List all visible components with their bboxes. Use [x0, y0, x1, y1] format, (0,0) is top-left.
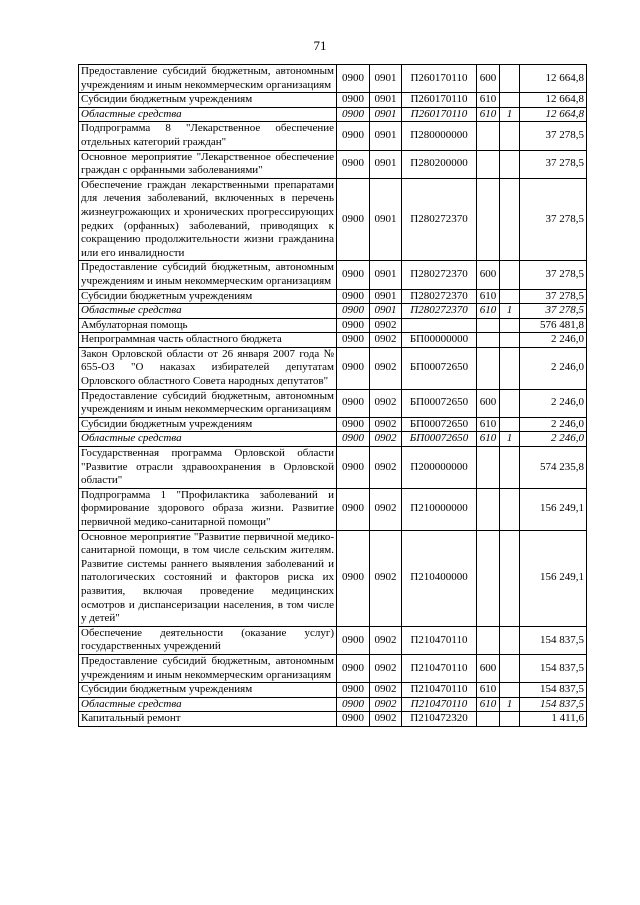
funding-source-cell — [500, 712, 520, 727]
section-code-cell: 0900 — [337, 654, 370, 682]
expense-type-cell: 610 — [477, 697, 500, 712]
subsection-code-cell: 0901 — [370, 107, 402, 122]
target-item-code-cell: БП00072650 — [402, 389, 477, 417]
row-name-cell: Обеспечение деятельности (оказание услуг) государственных учреждений — [79, 626, 337, 654]
subsection-code-cell: 0902 — [370, 530, 402, 626]
row-name-cell: Государственная программа Орловской области "Развитие отрасли здравоохранения в Орловской области" — [79, 447, 337, 489]
target-item-code-cell: П260170110 — [402, 65, 477, 93]
funding-source-cell — [500, 261, 520, 289]
funding-source-cell — [500, 150, 520, 178]
row-name-cell: Субсидии бюджетным учреждениям — [79, 289, 337, 304]
subsection-code-cell: 0902 — [370, 683, 402, 698]
expense-type-cell: 600 — [477, 654, 500, 682]
target-item-code-cell: П280272370 — [402, 178, 477, 261]
expense-type-cell: 610 — [477, 683, 500, 698]
amount-cell: 37 278,5 — [520, 150, 587, 178]
expense-type-cell: 610 — [477, 93, 500, 108]
section-code-cell: 0900 — [337, 178, 370, 261]
target-item-code-cell: П210470110 — [402, 654, 477, 682]
funding-source-cell — [500, 318, 520, 333]
funding-source-cell — [500, 178, 520, 261]
amount-cell: 2 246,0 — [520, 347, 587, 389]
table-row — [79, 289, 587, 304]
table-row — [79, 447, 587, 489]
table-row — [79, 697, 587, 712]
amount-cell: 12 664,8 — [520, 93, 587, 108]
amount-cell: 154 837,5 — [520, 683, 587, 698]
table-row — [79, 93, 587, 108]
row-name-cell: Субсидии бюджетным учреждениям — [79, 683, 337, 698]
subsection-code-cell: 0901 — [370, 178, 402, 261]
funding-source-cell: 1 — [500, 107, 520, 122]
expense-type-cell: 600 — [477, 65, 500, 93]
funding-source-cell — [500, 530, 520, 626]
expense-type-cell: 610 — [477, 432, 500, 447]
section-code-cell: 0900 — [337, 65, 370, 93]
row-name-cell: Подпрограмма 1 "Профилактика заболеваний и формирование здорового образа жизни. Развитие первичной медико-санитарной помощи" — [79, 488, 337, 530]
row-name-cell: Предоставление субсидий бюджетным, автономным учреждениям и иным некоммерческим организациям — [79, 389, 337, 417]
funding-source-cell — [500, 683, 520, 698]
subsection-code-cell: 0902 — [370, 712, 402, 727]
subsection-code-cell: 0902 — [370, 347, 402, 389]
subsection-code-cell: 0902 — [370, 318, 402, 333]
funding-source-cell — [500, 93, 520, 108]
table-row — [79, 333, 587, 348]
target-item-code-cell: П210472320 — [402, 712, 477, 727]
amount-cell: 154 837,5 — [520, 626, 587, 654]
funding-source-cell — [500, 65, 520, 93]
target-item-code-cell: П280272370 — [402, 289, 477, 304]
target-item-code-cell: БП00072650 — [402, 432, 477, 447]
table-row — [79, 626, 587, 654]
expense-type-cell: 610 — [477, 304, 500, 319]
section-code-cell: 0900 — [337, 93, 370, 108]
expense-type-cell — [477, 318, 500, 333]
expense-type-cell: 600 — [477, 389, 500, 417]
row-name-cell: Подпрограмма 8 "Лекарственное обеспечение отдельных категорий граждан" — [79, 122, 337, 150]
amount-cell: 37 278,5 — [520, 178, 587, 261]
table-row — [79, 261, 587, 289]
expense-type-cell — [477, 178, 500, 261]
funding-source-cell — [500, 347, 520, 389]
section-code-cell: 0900 — [337, 261, 370, 289]
amount-cell: 2 246,0 — [520, 432, 587, 447]
subsection-code-cell: 0901 — [370, 261, 402, 289]
table-row — [79, 683, 587, 698]
section-code-cell: 0900 — [337, 389, 370, 417]
subsection-code-cell: 0902 — [370, 333, 402, 348]
expense-type-cell — [477, 333, 500, 348]
amount-cell: 2 246,0 — [520, 389, 587, 417]
section-code-cell: 0900 — [337, 107, 370, 122]
subsection-code-cell: 0902 — [370, 488, 402, 530]
section-code-cell: 0900 — [337, 289, 370, 304]
amount-cell: 576 481,8 — [520, 318, 587, 333]
target-item-code-cell: БП00000000 — [402, 333, 477, 348]
expense-type-cell — [477, 150, 500, 178]
subsection-code-cell: 0902 — [370, 654, 402, 682]
funding-source-cell: 1 — [500, 432, 520, 447]
subsection-code-cell: 0902 — [370, 417, 402, 432]
amount-cell: 12 664,8 — [520, 107, 587, 122]
target-item-code-cell: П260170110 — [402, 107, 477, 122]
amount-cell: 37 278,5 — [520, 261, 587, 289]
row-name-cell: Областные средства — [79, 697, 337, 712]
row-name-cell: Субсидии бюджетным учреждениям — [79, 417, 337, 432]
row-name-cell: Обеспечение граждан лекарственными препаратами для лечения заболеваний, включенных в перечень жизнеугрожающих и хронических прогрессирующих редких (орфанных) заболеваний, приводящих к сокращению продолжительности жизни гражданина или его инвалидности — [79, 178, 337, 261]
row-name-cell: Субсидии бюджетным учреждениям — [79, 93, 337, 108]
budget-table — [78, 64, 587, 727]
funding-source-cell — [500, 417, 520, 432]
row-name-cell: Непрограммная часть областного бюджета — [79, 333, 337, 348]
table-row — [79, 389, 587, 417]
amount-cell: 12 664,8 — [520, 65, 587, 93]
amount-cell: 37 278,5 — [520, 122, 587, 150]
section-code-cell: 0900 — [337, 447, 370, 489]
row-name-cell: Предоставление субсидий бюджетным, автономным учреждениям и иным некоммерческим организациям — [79, 654, 337, 682]
funding-source-cell — [500, 654, 520, 682]
target-item-code-cell: П280200000 — [402, 150, 477, 178]
row-name-cell: Предоставление субсидий бюджетным, автономным учреждениям и иным некоммерческим организациям — [79, 261, 337, 289]
table-row — [79, 65, 587, 93]
row-name-cell: Предоставление субсидий бюджетным, автономным учреждениям и иным некоммерческим организациям — [79, 65, 337, 93]
amount-cell: 156 249,1 — [520, 530, 587, 626]
amount-cell: 37 278,5 — [520, 289, 587, 304]
target-item-code-cell: П260170110 — [402, 93, 477, 108]
expense-type-cell: 600 — [477, 261, 500, 289]
table-row — [79, 530, 587, 626]
section-code-cell: 0900 — [337, 683, 370, 698]
target-item-code-cell: П210470110 — [402, 697, 477, 712]
section-code-cell: 0900 — [337, 333, 370, 348]
expense-type-cell: 610 — [477, 417, 500, 432]
amount-cell: 1 411,6 — [520, 712, 587, 727]
amount-cell: 2 246,0 — [520, 333, 587, 348]
section-code-cell: 0900 — [337, 150, 370, 178]
section-code-cell: 0900 — [337, 626, 370, 654]
expense-type-cell — [477, 347, 500, 389]
section-code-cell: 0900 — [337, 122, 370, 150]
subsection-code-cell: 0901 — [370, 289, 402, 304]
section-code-cell: 0900 — [337, 697, 370, 712]
table-row — [79, 432, 587, 447]
row-name-cell: Амбулаторная помощь — [79, 318, 337, 333]
subsection-code-cell: 0901 — [370, 150, 402, 178]
section-code-cell: 0900 — [337, 432, 370, 447]
section-code-cell: 0900 — [337, 417, 370, 432]
table-row — [79, 318, 587, 333]
row-name-cell: Областные средства — [79, 432, 337, 447]
subsection-code-cell: 0902 — [370, 389, 402, 417]
page-number: 71 — [313, 38, 327, 53]
amount-cell: 154 837,5 — [520, 697, 587, 712]
row-name-cell: Областные средства — [79, 304, 337, 319]
funding-source-cell — [500, 626, 520, 654]
amount-cell: 37 278,5 — [520, 304, 587, 319]
subsection-code-cell: 0902 — [370, 626, 402, 654]
subsection-code-cell: 0902 — [370, 697, 402, 712]
funding-source-cell — [500, 122, 520, 150]
target-item-code-cell: БП00072650 — [402, 347, 477, 389]
table-row — [79, 347, 587, 389]
row-name-cell: Закон Орловской области от 26 января 2007 года № 655-ОЗ "О наказах избирателей депутатам Орловского областного Совета народных депутатов" — [79, 347, 337, 389]
expense-type-cell — [477, 447, 500, 489]
table-row — [79, 488, 587, 530]
target-item-code-cell: П210470110 — [402, 626, 477, 654]
row-name-cell: Областные средства — [79, 107, 337, 122]
section-code-cell: 0900 — [337, 347, 370, 389]
subsection-code-cell: 0901 — [370, 93, 402, 108]
funding-source-cell — [500, 333, 520, 348]
subsection-code-cell: 0902 — [370, 447, 402, 489]
target-item-code-cell: П200000000 — [402, 447, 477, 489]
table-row — [79, 654, 587, 682]
expense-type-cell: 610 — [477, 107, 500, 122]
target-item-code-cell: П210470110 — [402, 683, 477, 698]
funding-source-cell — [500, 447, 520, 489]
amount-cell: 154 837,5 — [520, 654, 587, 682]
expense-type-cell: 610 — [477, 289, 500, 304]
target-item-code-cell: БП00072650 — [402, 417, 477, 432]
subsection-code-cell: 0901 — [370, 304, 402, 319]
table-row — [79, 712, 587, 727]
section-code-cell: 0900 — [337, 530, 370, 626]
row-name-cell: Капитальный ремонт — [79, 712, 337, 727]
section-code-cell: 0900 — [337, 712, 370, 727]
section-code-cell: 0900 — [337, 488, 370, 530]
funding-source-cell: 1 — [500, 304, 520, 319]
row-name-cell: Основное мероприятие "Развитие первичной медико-санитарной помощи, в том числе сельским жителям. Развитие системы раннего выявления заболеваний и патологических состояний и факторов риска их развития, включая проведение медицинских осмотров и диспансеризации населения, в том числе у детей" — [79, 530, 337, 626]
subsection-code-cell: 0901 — [370, 65, 402, 93]
target-item-code-cell: П210000000 — [402, 488, 477, 530]
target-item-code-cell: П280272370 — [402, 304, 477, 319]
row-name-cell: Основное мероприятие "Лекарственное обеспечение граждан с орфанными заболеваниями" — [79, 150, 337, 178]
table-row — [79, 178, 587, 261]
expense-type-cell — [477, 530, 500, 626]
table-row — [79, 107, 587, 122]
target-item-code-cell — [402, 318, 477, 333]
section-code-cell: 0900 — [337, 318, 370, 333]
subsection-code-cell: 0902 — [370, 432, 402, 447]
section-code-cell: 0900 — [337, 304, 370, 319]
target-item-code-cell: П280272370 — [402, 261, 477, 289]
amount-cell: 574 235,8 — [520, 447, 587, 489]
amount-cell: 2 246,0 — [520, 417, 587, 432]
table-row — [79, 417, 587, 432]
table-row — [79, 304, 587, 319]
expense-type-cell — [477, 626, 500, 654]
table-row — [79, 122, 587, 150]
funding-source-cell — [500, 289, 520, 304]
funding-source-cell — [500, 488, 520, 530]
expense-type-cell — [477, 712, 500, 727]
expense-type-cell — [477, 488, 500, 530]
subsection-code-cell: 0901 — [370, 122, 402, 150]
funding-source-cell — [500, 389, 520, 417]
amount-cell: 156 249,1 — [520, 488, 587, 530]
table-row — [79, 150, 587, 178]
target-item-code-cell: П210400000 — [402, 530, 477, 626]
funding-source-cell: 1 — [500, 697, 520, 712]
target-item-code-cell: П280000000 — [402, 122, 477, 150]
expense-type-cell — [477, 122, 500, 150]
